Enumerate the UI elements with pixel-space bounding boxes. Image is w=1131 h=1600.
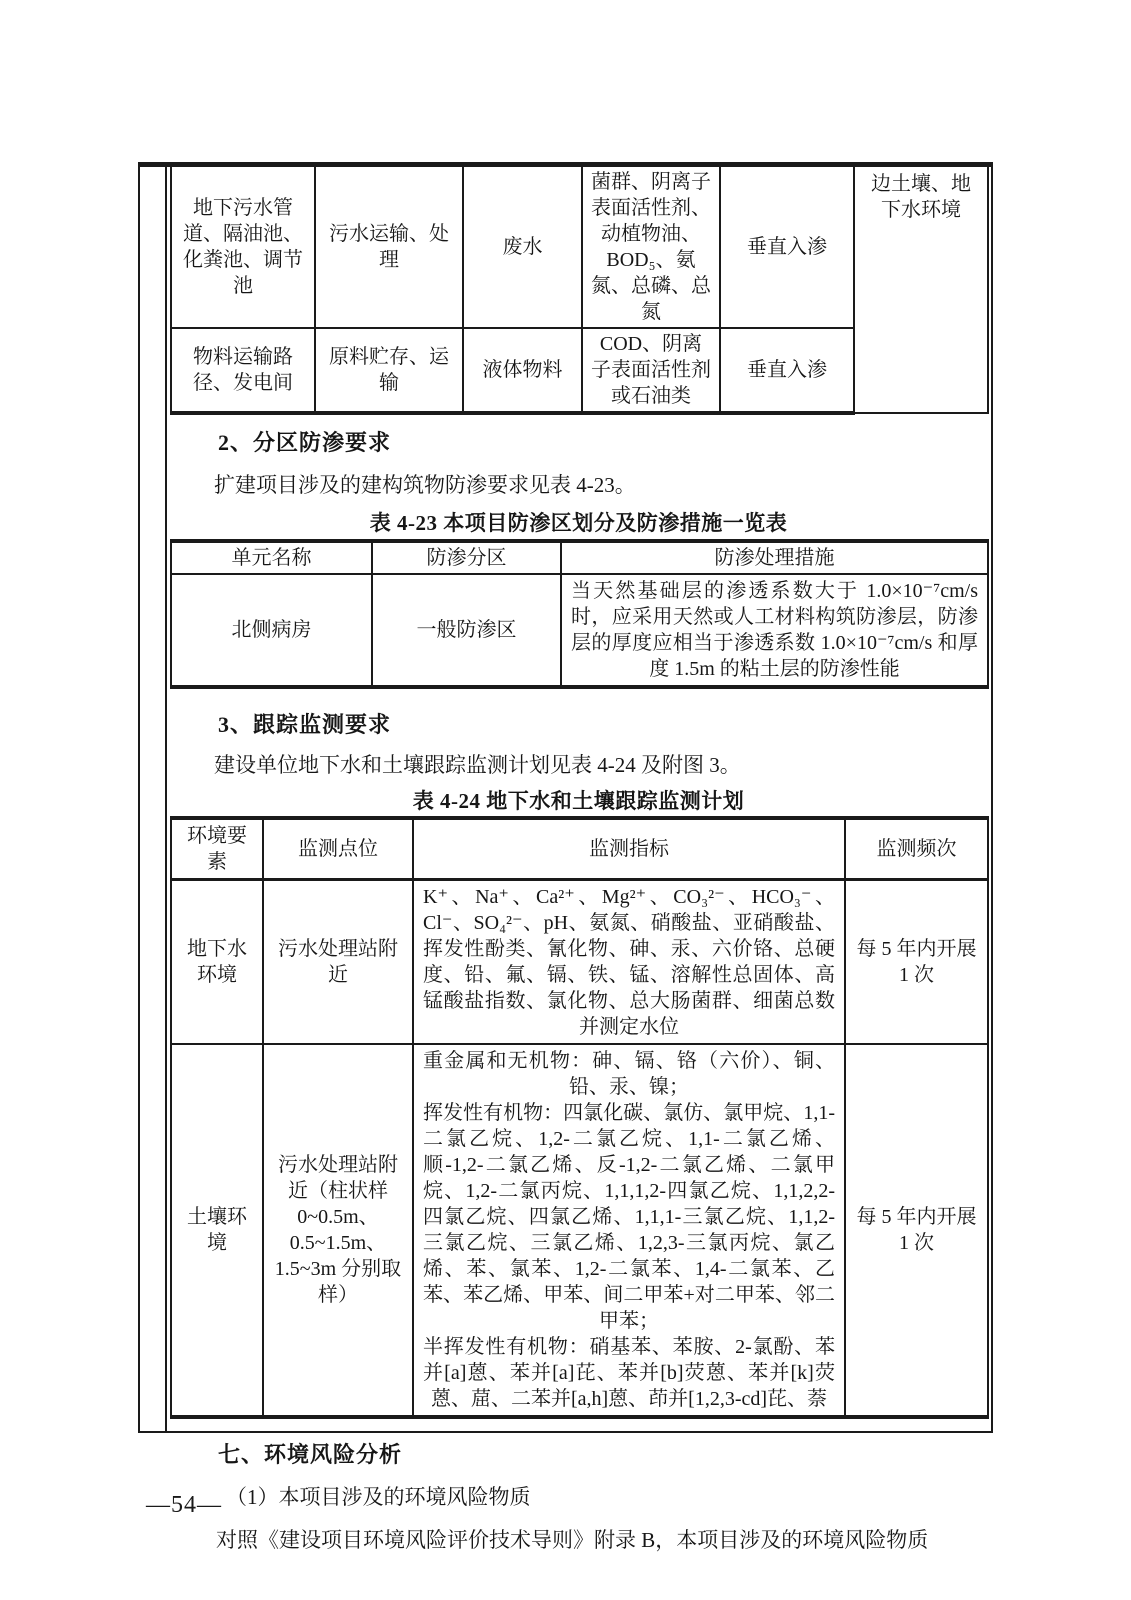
header-unit-name: 单元名称 bbox=[171, 541, 372, 574]
header-monitor-frequency: 监测频次 bbox=[845, 818, 988, 879]
table-row bbox=[171, 167, 988, 328]
cell-seepage-measure: 当天然基础层的渗透系数大于 1.0×10⁻⁷cm/s 时，应采用天然或人工材料构筑防渗层，防渗层的厚度应相当于渗透系数 1.0×10⁻⁷cm/s 和厚度 1.5m 的粘土层的防渗性能 bbox=[561, 574, 988, 687]
table-header-row bbox=[171, 818, 988, 879]
carryover-table bbox=[170, 167, 989, 415]
page-content bbox=[170, 167, 987, 1554]
cell-monitor-point: 污水处理站附近（柱状样 0~0.5m、0.5~1.5m、1.5~3m 分别取样） bbox=[263, 1044, 413, 1417]
cell-process: 原料贮存、运输 bbox=[315, 328, 463, 413]
table-4-24-title: 表 4-24 地下水和土壤跟踪监测计划 bbox=[412, 789, 745, 813]
table-row bbox=[171, 574, 988, 687]
header-seepage-measure: 防渗处理措施 bbox=[561, 541, 988, 574]
section-3-paragraph: 建设单位地下水和土壤跟踪监测计划见表 4-24 及附图 3。 bbox=[214, 753, 741, 777]
header-monitor-indicator: 监测指标 bbox=[413, 818, 845, 879]
table-4-23-title: 表 4-23 本项目防渗区划分及防渗措施一览表 bbox=[369, 511, 788, 535]
cell-seepage-zone: 一般防渗区 bbox=[372, 574, 561, 687]
frame-left-strip bbox=[165, 167, 167, 1431]
cell-pollutants: COD、阴离子表面活性剂或石油类 bbox=[582, 328, 720, 413]
cell-pathway: 垂直入渗 bbox=[720, 167, 854, 328]
cell-monitor-indicator: K⁺、Na⁺、Ca²⁺、Mg²⁺、CO₃²⁻、HCO₃⁻、Cl⁻、SO₄²⁻、pH、氨氮、硝酸盐、亚硝酸盐、挥发性酚类、氰化物、砷、汞、六价铬、总硬度、铅、氟、镉、铁、锰、溶解性总固体、高锰酸盐指数、氯化物、总大肠菌群、细菌总数并测定水位 bbox=[413, 879, 845, 1044]
header-seepage-zone: 防渗分区 bbox=[372, 541, 561, 574]
section-2-heading: 2、分区防渗要求 bbox=[218, 430, 392, 455]
section-7-heading: 七、环境风险分析 bbox=[218, 1441, 403, 1467]
indicator-vocs: 挥发性有机物：四氯化碳、氯仿、氯甲烷、1,1-二氯乙烷、1,2-二氯乙烷、1,1-二氯乙烯、顺-1,2-二氯乙烯、反-1,2-二氯乙烯、二氯甲烷、1,2-二氯丙烷、1,1,1,2-四氯乙烷、1,1,2,2-四氯乙烷、四氯乙烯、1,1,1-三氯乙烷、1,1,2-三氯乙烷、三氯乙烯、1,2,3-三氯丙烷、氯乙烯、苯、氯苯、1,2-二氯苯、1,4-二氯苯、乙苯、苯乙烯、甲苯、间二甲苯+对二甲苯、邻二甲苯； bbox=[423, 1101, 835, 1332]
cell-monitor-frequency: 每 5 年内开展 1 次 bbox=[845, 1044, 988, 1417]
cell-unit: 物料运输路径、发电间 bbox=[171, 328, 315, 413]
cell-pollutants: 菌群、阴离子表面活性剂、动植物油、BOD₅、氨氮、总磷、总氮 bbox=[582, 167, 720, 328]
section-3-heading: 3、跟踪监测要求 bbox=[218, 712, 392, 737]
header-monitor-point: 监测点位 bbox=[263, 818, 413, 879]
indicator-svocs: 半挥发性有机物：硝基苯、苯胺、2-氯酚、苯并[a]蒽、苯并[a]芘、苯并[b]荧蒽、苯并[k]荧蒽、䓛、二苯并[a,h]蒽、茚并[1,2,3-cd]芘、萘 bbox=[423, 1335, 835, 1410]
cell-unit: 地下污水管道、隔油池、化粪池、调节池 bbox=[171, 167, 315, 328]
indicator-heavy-metals: 重金属和无机物：砷、镉、铬（六价）、铜、铅、汞、镍； bbox=[423, 1049, 835, 1098]
page-number: —54— bbox=[146, 1492, 222, 1518]
section-7-paragraph-2: 对照《建设项目环境风险评价技术导则》附录 B，本项目涉及的环境风险物质 bbox=[216, 1527, 929, 1552]
cell-receptor-merged: 边土壤、地下水环境 bbox=[854, 167, 988, 413]
table-4-24 bbox=[170, 816, 989, 1419]
cell-env-element: 土壤环境 bbox=[171, 1044, 263, 1417]
table-row bbox=[171, 1044, 988, 1417]
cell-unit-name: 北侧病房 bbox=[171, 574, 372, 687]
header-env-element: 环境要素 bbox=[171, 818, 263, 879]
cell-monitor-indicator bbox=[413, 1044, 845, 1417]
cell-monitor-frequency: 每 5 年内开展 1 次 bbox=[845, 879, 988, 1044]
cell-process: 污水运输、处理 bbox=[315, 167, 463, 328]
table-4-23 bbox=[170, 539, 989, 689]
cell-material: 液体物料 bbox=[463, 328, 582, 413]
cell-monitor-point: 污水处理站附近 bbox=[263, 879, 413, 1044]
cell-pathway: 垂直入渗 bbox=[720, 328, 854, 413]
table-header-row bbox=[171, 541, 988, 574]
section-2-paragraph: 扩建项目涉及的建构筑物防渗要求见表 4-23。 bbox=[214, 473, 636, 497]
cell-env-element: 地下水环境 bbox=[171, 879, 263, 1044]
section-7-paragraph-1: （1）本项目涉及的环境风险物质 bbox=[226, 1484, 531, 1509]
cell-material: 废水 bbox=[463, 167, 582, 328]
table-row bbox=[171, 879, 988, 1044]
